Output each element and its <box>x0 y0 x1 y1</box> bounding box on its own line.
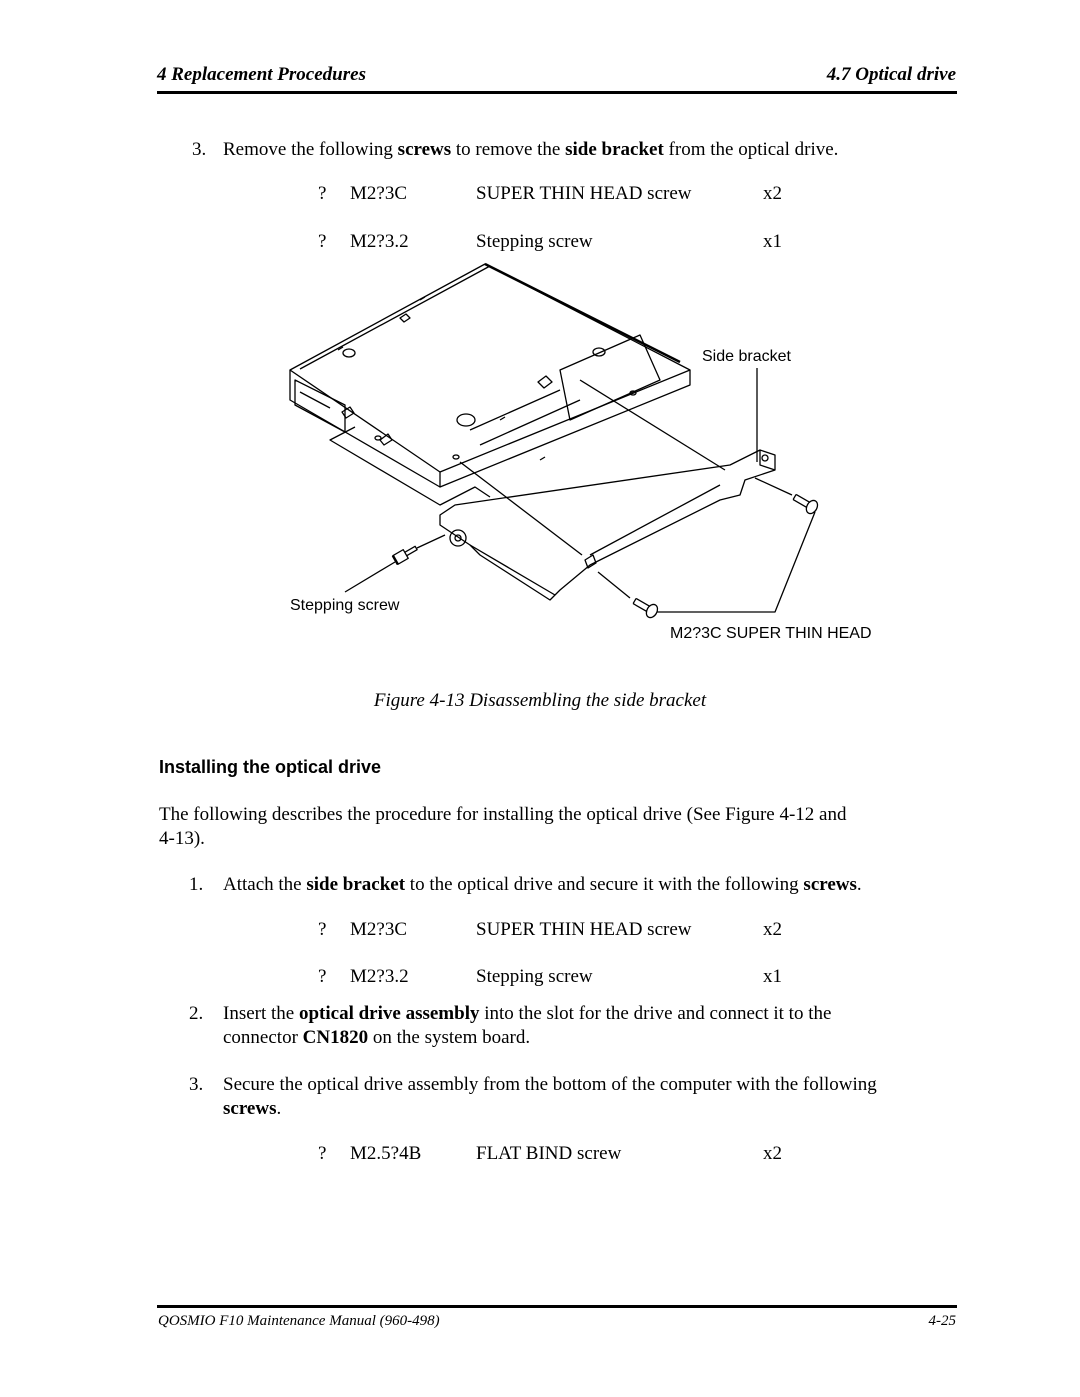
screw-qty: x2 <box>763 919 782 940</box>
label-stepping-screw: Stepping screw <box>290 597 400 614</box>
side-bracket-diagram <box>270 255 920 655</box>
screw-qty: x1 <box>763 966 782 987</box>
bullet: ? <box>318 919 327 940</box>
screw-code: M2.5?4B <box>350 1143 422 1164</box>
screw-name: FLAT BIND screw <box>476 1143 622 1164</box>
bullet: ? <box>318 966 327 987</box>
step-number: 3. <box>189 1074 204 1095</box>
screw-code: M2?3.2 <box>350 231 409 252</box>
screw-qty: x1 <box>763 231 782 252</box>
header-subsection-title: 4.7 Optical drive <box>826 64 956 85</box>
bullet: ? <box>318 231 327 252</box>
step-number: 3. <box>192 139 207 160</box>
intro-line-1: The following describes the procedure for installing the optical drive (See Figure 4-12 and <box>159 804 847 825</box>
step-text: Remove the following screws to remove the side bracket from the optical drive. <box>223 139 839 160</box>
header-section-title: 4 Replacement Procedures <box>157 64 366 85</box>
step-text-cont: connector CN1820 on the system board. <box>223 1027 531 1048</box>
bullet: ? <box>318 183 327 204</box>
screw-name: SUPER THIN HEAD screw <box>476 183 692 204</box>
screw-name: SUPER THIN HEAD screw <box>476 919 692 940</box>
step-text-cont: screws. <box>223 1098 282 1119</box>
step-number: 1. <box>189 874 204 895</box>
footer-manual-title: QOSMIO F10 Maintenance Manual (960-498) <box>158 1313 440 1329</box>
step-text: Insert the optical drive assembly into the slot for the drive and connect it to the <box>223 1003 832 1024</box>
label-super-thin-head: M2?3C SUPER THIN HEAD <box>670 625 872 642</box>
screw-qty: x2 <box>763 1143 782 1164</box>
page-number: 4-25 <box>928 1313 956 1329</box>
step-number: 2. <box>189 1003 204 1024</box>
step-text: Attach the side bracket to the optical drive and secure it with the following screws. <box>223 874 862 895</box>
screw-name: Stepping screw <box>476 966 593 987</box>
screw-code: M2?3C <box>350 183 407 204</box>
bullet: ? <box>318 1143 327 1164</box>
section-heading: Installing the optical drive <box>159 757 382 777</box>
screw-qty: x2 <box>763 183 782 204</box>
footer-rule <box>157 1305 957 1308</box>
step-text: Secure the optical drive assembly from the bottom of the computer with the following <box>223 1074 877 1095</box>
header-rule <box>157 91 957 94</box>
screw-code: M2?3.2 <box>350 966 409 987</box>
screw-code: M2?3C <box>350 919 407 940</box>
figure-caption: Figure 4-13 Disassembling the side bracket <box>373 690 707 711</box>
label-side-bracket: Side bracket <box>702 348 791 365</box>
screw-name: Stepping screw <box>476 231 593 252</box>
intro-line-2: 4-13). <box>159 828 205 849</box>
